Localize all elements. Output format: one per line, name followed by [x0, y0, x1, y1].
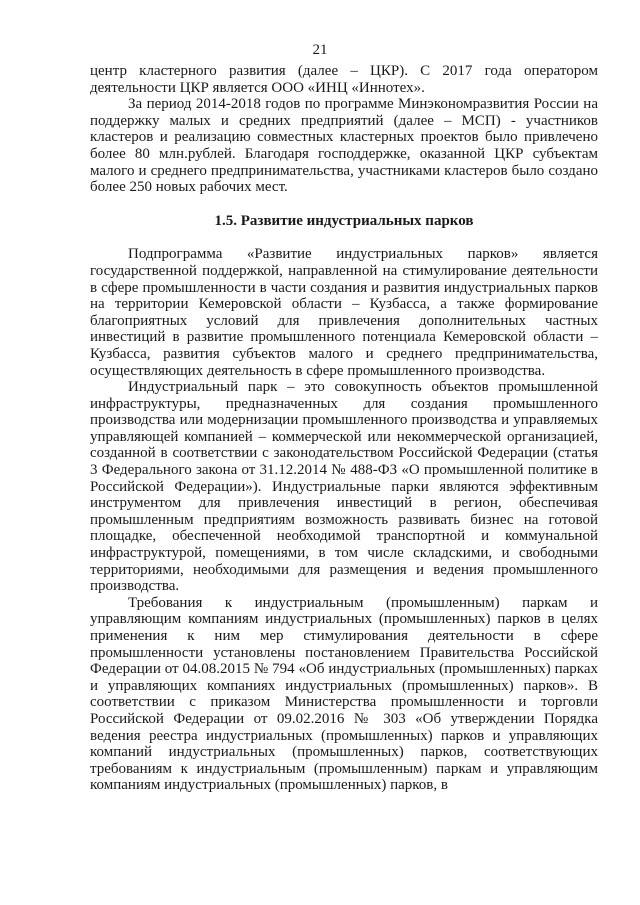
paragraph: За период 2014-2018 годов по программе Минэкономразвития России на поддержку малых и средних предприятий (далее – МСП) - участников кластеров и реализацию совместных кластерных проектов было привлечено более 80 млн.рублей. Благодаря господдержке, оказанной ЦКР субъектам малого и среднего предпринимательства, участниками кластеров было создано более 250 новых рабочих мест. — [90, 96, 598, 196]
document-body — [90, 63, 598, 794]
paragraph: Требования к индустриальным (промышленным) паркам и управляющим компаниям индустриальных (промышленных) парков в целях применения к ним мер стимулирования деятельности в сфере промышленности установлены постановлением Правительства Российской Федерации от 04.08.2015 № 794 «Об индустриальных (промышленных) парках и управляющих компаниях индустриальных (промышленных) парков». В соответствии с приказом Министерства промышленности и торговли Российской Федерации от 09.02.2016 № 303 «Об утверждении Порядка ведения реестра индустриальных (промышленных) парков и управляющих компаний индустриальных (промышленных) парков, соответствующих требованиям к индустриальным (промышленным) паркам и управляющим компаниям индустриальных (промышленных) парков, в — [90, 594, 598, 794]
section-heading: 1.5. Развитие индустриальных парков — [214, 212, 474, 229]
paragraph: Индустриальный парк – это совокупность объектов промышленной инфраструктуры, предназначенных для создания промышленного производства или модернизации промышленного производства и управляемых управляющей компанией – коммерческой или некоммерческой организацией, созданной в соответствии с законодательством Российской Федерации (статья 3 Федерального закона от 31.12.2014 № 488-ФЗ «О промышленной политике в Российской Федерации»). Индустриальные парки являются эффективным инструментом для привлечения инвестиций в регион, обеспечивая промышленным предприятиям возможность развивать бизнес на готовой площадке, обеспеченной необходимой транспортной и коммунальной инфраструктурой, помещениями, в том числе складскими, и свободными территориями, необходимыми для размещения и ведения промышленного производства. — [90, 379, 598, 595]
paragraph: центр кластерного развития (далее – ЦКР). С 2017 года оператором деятельности ЦКР является ООО «ИНЦ «Иннотех». — [90, 63, 598, 96]
page-number: 21 — [312, 42, 328, 58]
paragraph: Подпрограмма «Развитие индустриальных парков» является государственной поддержкой, направленной на стимулирование деятельности в сфере промышленности в части создания и развития индустриальных парков на территории Кемеровской области – Кузбасса, а также формирование благоприятных условий для привлечения дополнительных частных инвестиций в развитие промышленного потенциала Кемеровской области – Кузбасса, развития субъектов малого и среднего предпринимательства, осуществляющих деятельность в сфере промышленного производства. — [90, 246, 598, 379]
